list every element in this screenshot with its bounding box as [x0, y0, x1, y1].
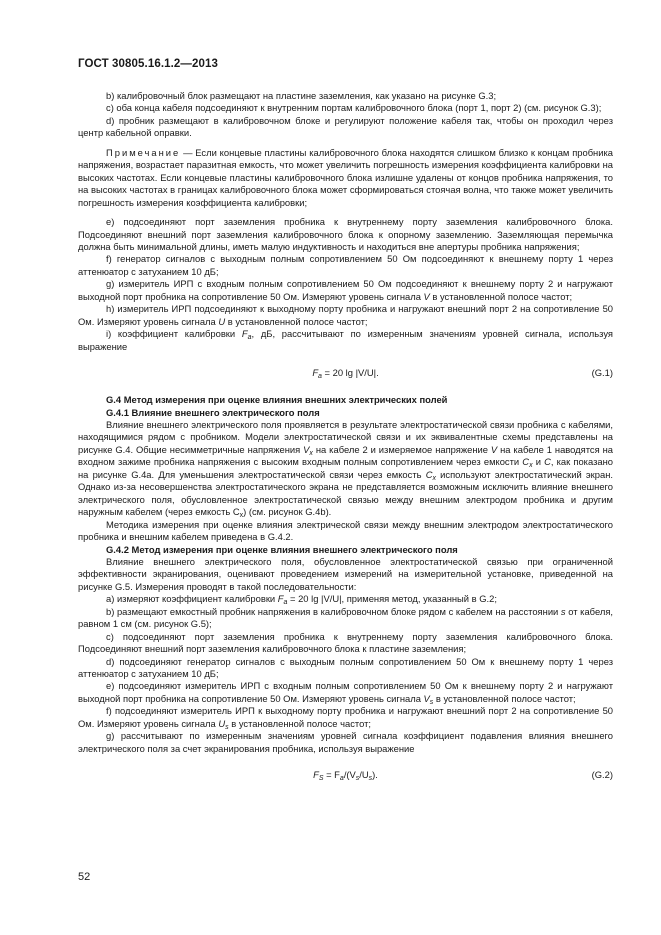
- page-body: [78, 90, 613, 796]
- list-item-d: d) пробник размещают в калибровочном блоке и регулируют положение кабеля так, чтобы он проходил через центр кабельной оправки.: [78, 114, 613, 139]
- step-g: g) рассчитывают по измеренным значениям уровней сигнала коэффициент подавления влияния внешнего электрического поля за счет экранирования пробника, используя выражение: [78, 730, 613, 754]
- list-item-f: f) генератор сигналов с выходным полным сопротивлением 50 Ом подсоединяют к внешнему порту 1 через аттенюатор с затуханием 10 дБ;: [78, 253, 613, 277]
- list-item-e: e) подсоединяют порт заземления пробника к внутреннему порту заземления калибровочного блока. Подсоединяют внешний порт заземления калибровочного блока к опорному заземлению. Заземляющая перемычка должна быть минимальной длины, иметь малую индуктивность и находиться вне апертуры пробника напряжения;: [78, 216, 613, 252]
- section-heading-g41: G.4.1 Влияние внешнего электрического поля: [106, 406, 320, 418]
- list-item-g: g) измеритель ИРП с входным полным сопротивлением 50 Ом подсоединяют к внешнему порту 2 и нагружают выходной порт пробника на сопротивление 50 Ом. Измеряют уровень сигнала V в установленной полосе частот;: [78, 278, 613, 302]
- paragraph-g41-body: Влияние внешнего электрического поля проявляется в результате электростатической связи пробника с кабелями, находящимися рядом с пробником. Модели электростатической связи и их эквивалентные схемы представлены на рисунке G.4. Общие несимметричные напряжения $V_x$ на кабеле 2 и измеряемое напряжение V на кабеле 1 наводятся на входном зажиме пробника напряжения с высоким входным полным сопротивлением через емкости $C_x$ и C, как показано на рисунке G.4a. Для уменьшения электростатической связи через емкость $C_x$ используют электростатический экран. Однако из-за несовершенства электростатического экрана не представляется возможным исключить влияние внешнего электрического поля, обусловленное электростатической связью между внешним электродом пробника и другим наружным кабелем (через емкость $C_x$) (см. рисунок G.4b).: [78, 418, 613, 520]
- paragraph-g42-intro: Влияние внешнего электрического поля, обусловленное электростатической связью при ограниченной эффективности экранирования, оценивают проведением измерений на измерительной установке, приведенной на рисунке G.5. Измерения проводят в такой последовательности:: [78, 555, 613, 592]
- step-b: b) размещают емкостный пробник напряжения в калибровочном блоке рядом с кабелем на расстоянии s от кабеля, равном 1 см (см. рисунок G.5);: [78, 605, 613, 630]
- note-paragraph: [78, 147, 613, 209]
- list-item-h: h) измеритель ИРП подсоединяют к выходному порту пробника и нагружают внешний порт 2 на сопротивление 50 Ом. Измеряют уровень сигнала U в установленной полосе частот;: [78, 303, 613, 327]
- document-header: ГОСТ 30805.16.1.2—2013: [78, 58, 218, 70]
- note-label: Примечание: [106, 146, 181, 158]
- list-item-i: i) коэффициент калибровки $F_a$, дБ, рассчитывают по измеренным значениям уровней сигнала, используя выражение: [78, 328, 613, 352]
- formula-g1: $F_a = 20$ lg |V/U|. (G.1): [312, 367, 613, 381]
- formula-g2: $F_S = F_a/(V_s/U_s)$. (G.2): [313, 769, 613, 783]
- note-text: — Если концевые пластины калибровочного блока находятся слишком близко к концам пробника напряжения, возрастает паразитная емкость, что может увеличить погрешность измерения коэффициента калибровки на высоких частотах. Если концевые пластины калибровочного блока излишне удалены от концов пробника напряжения, то на высоких частотах в границах калибровочного блока может сформироваться стоячая волна, что также может увеличить погрешность измерения коэффициента калибровки;: [78, 146, 613, 208]
- paragraph-g41-method: Методика измерения при оценке влияния электрической связи между внешним электродом электростатического пробника и внешним кабелем приведена в G.4.2.: [78, 518, 613, 543]
- step-a: a) измеряют коэффициент калибровки $F_a = 20$ lg |V/U|, применяя метод, указанный в G.2;: [106, 593, 497, 607]
- page-number: 52: [78, 871, 91, 883]
- formula-number: (G.1): [591, 367, 613, 379]
- step-f: f) подсоединяют измеритель ИРП к выходному порту пробника и нагружают внешний порт 2 на сопротивление 50 Ом. Измеряют уровень сигнала $U_s$ в установленной полосе частот;: [78, 705, 613, 731]
- section-heading-g4: G.4 Метод измерения при оценке влияния внешних электрических полей: [106, 394, 448, 406]
- step-c: c) подсоединяют порт заземления пробника к внутреннему порту заземления калибровочного блока. Подсоединяют внешний порт заземления калибровочного блока к пластине заземления;: [78, 630, 613, 655]
- list-item-c: c) оба конца кабеля подсоединяют к внутренним портам калибровочного блока (порт 1, порт 2) (см. рисунок G.3);: [106, 102, 602, 114]
- list-item-b: b) калибровочный блок размещают на пластине заземления, как указано на рисунке G.3;: [106, 90, 497, 101]
- section-heading-g42: G.4.2 Метод измерения при оценке влияния внешнего электрического поля: [106, 543, 458, 555]
- formula-number: (G.2): [591, 769, 613, 781]
- step-d: d) подсоединяют генератор сигналов с выходным полным сопротивлением 50 Ом к внешнему порту 1 через аттенюатор с затуханием 10 дБ;: [78, 655, 613, 680]
- step-e: e) подсоединяют измеритель ИРП с входным полным сопротивлением 50 Ом к внешнему порту 2 и нагружают выходной порт пробника на сопротивление 50 Ом. Измеряют уровень сигнала $V_s$ в установленной полосе частот;: [78, 680, 613, 706]
